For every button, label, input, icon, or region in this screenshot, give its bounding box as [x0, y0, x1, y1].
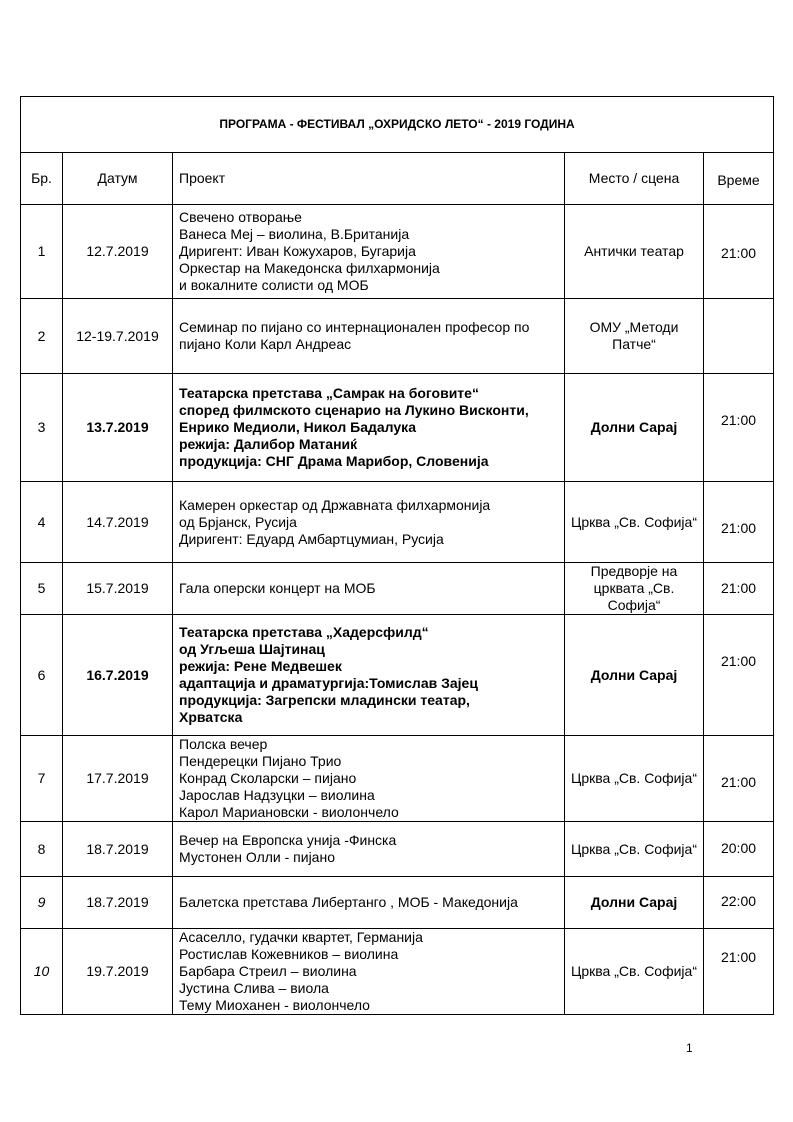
project-line: режија: Рене Медвешек — [179, 658, 342, 674]
place-line: Долни Сарај — [590, 666, 678, 683]
row-time: 21:00 — [704, 615, 774, 736]
row-date: 19.7.2019 — [63, 929, 173, 1015]
project-line: Вечер на Европска унија -Финска — [179, 832, 397, 848]
row-place — [565, 563, 704, 615]
project-line: Тему Миоханен - виолончело — [179, 997, 370, 1013]
program-document — [20, 96, 773, 1015]
row-time: 21:00 — [704, 205, 774, 299]
row-project — [173, 877, 565, 929]
project-line: Гала оперски концерт на МОБ — [179, 580, 376, 596]
project-line: Диригент: Иван Кожухаров, Бугарија — [179, 243, 416, 259]
project-line: Ванеса Меј – виолина, В.Британија — [179, 226, 410, 242]
project-line: Камерен оркестар од Државната филхармонија — [179, 496, 491, 513]
place-line: Црква „Св. Софија“ — [570, 513, 697, 530]
place-line: Црква „Св. Софија“ — [570, 770, 697, 786]
row-date: 15.7.2019 — [63, 563, 173, 615]
project-line: Енрико Медиоли, Никол Бадалука — [179, 419, 416, 435]
row-number: 6 — [21, 615, 63, 736]
project-line: Театарска претстава „Хадерсфилд“ — [179, 624, 429, 640]
table-row — [21, 877, 774, 929]
row-time: 20:00 — [704, 822, 774, 877]
place-line: ОМУ „Методи — [589, 319, 679, 335]
table-row — [21, 205, 774, 299]
project-line: Ростислав Кожевников – виолина — [179, 946, 399, 962]
project-line: Барбара Стреил – виолина — [179, 963, 357, 979]
row-date: 12-19.7.2019 — [63, 299, 173, 374]
row-time: 21:00 — [704, 929, 774, 1015]
page-number: 1 — [686, 1041, 693, 1055]
table-row — [21, 374, 774, 482]
row-time: 21:00 — [704, 482, 774, 563]
row-project — [173, 736, 565, 822]
project-line: Пендерецки Пијано Трио — [179, 753, 342, 769]
project-line: режија: Далибор Матаниќ — [179, 436, 358, 452]
row-date: 14.7.2019 — [63, 482, 173, 563]
row-place — [565, 736, 704, 822]
table-row — [21, 736, 774, 822]
project-line: продукција: Загрепски младински театар, — [179, 692, 470, 708]
row-time: 22:00 — [704, 877, 774, 929]
table-row — [21, 929, 774, 1015]
header-project: Проект — [173, 153, 565, 205]
row-time: 21:00 — [704, 736, 774, 822]
table-row — [21, 482, 774, 563]
row-project — [173, 563, 565, 615]
project-line: Свечено отворање — [179, 209, 302, 225]
row-project — [173, 205, 565, 299]
row-place — [565, 615, 704, 736]
table-row — [21, 563, 774, 615]
row-time: 21:00 — [704, 563, 774, 615]
project-line: Јарослав Надзуцки – виолина — [179, 787, 375, 803]
row-number: 9 — [21, 877, 63, 929]
project-line: Балетска претстава Либертанго , МОБ - Македонија — [179, 894, 518, 910]
row-project — [173, 822, 565, 877]
row-time: 21:00 — [704, 374, 774, 482]
row-place — [565, 822, 704, 877]
row-date: 17.7.2019 — [63, 736, 173, 822]
row-place — [565, 482, 704, 563]
row-number: 1 — [21, 205, 63, 299]
row-number: 8 — [21, 822, 63, 877]
project-line: и вокалните солисти од МОБ — [179, 277, 369, 293]
place-line: Црква „Св. Софија“ — [570, 840, 697, 857]
project-line: од Угљеша Шајтинац — [179, 641, 325, 657]
place-line: Патче“ — [612, 336, 656, 352]
row-place — [565, 877, 704, 929]
project-line: Оркестар на Македонска филхармонија — [179, 260, 440, 276]
project-line: Јустина Слива – виола — [179, 980, 329, 996]
row-number: 10 — [21, 929, 63, 1015]
row-date: 16.7.2019 — [63, 615, 173, 736]
table-row — [21, 615, 774, 736]
place-line: Црква „Св. Софија“ — [570, 963, 697, 979]
project-line: адаптација и драматургија:Томислав Зајец — [179, 675, 478, 691]
row-project — [173, 299, 565, 374]
row-date: 18.7.2019 — [63, 822, 173, 877]
row-number: 7 — [21, 736, 63, 822]
row-project — [173, 374, 565, 482]
project-line: Полска вечер — [179, 736, 268, 752]
document-title: ПРОГРАМА - ФЕСТИВАЛ „ОХРИДСКО ЛЕТО“ - 2019 ГОДИНА — [21, 97, 774, 153]
place-line: Антички театар — [584, 243, 684, 259]
place-line: Предворје на — [590, 563, 678, 579]
header-place: Место / сцена — [565, 153, 704, 205]
place-line: црквата „Св. — [593, 580, 675, 596]
place-line: Долни Сарај — [590, 419, 678, 435]
row-place — [565, 929, 704, 1015]
row-place — [565, 205, 704, 299]
row-project — [173, 929, 565, 1015]
table-row — [21, 299, 774, 374]
row-project — [173, 482, 565, 563]
project-line: продукција: СНГ Драма Марибор, Словенија — [179, 453, 489, 469]
row-place — [565, 374, 704, 482]
place-line: Софија“ — [607, 597, 661, 613]
project-line: Карол Мариановски - виолончело — [179, 804, 399, 820]
project-line: Диригент: Едуард Амбартцумиан, Русија — [179, 530, 444, 547]
table-row — [21, 822, 774, 877]
row-number: 2 — [21, 299, 63, 374]
header-date: Датум — [63, 153, 173, 205]
row-date: 12.7.2019 — [63, 205, 173, 299]
project-line: пијано Коли Карл Андреас — [179, 336, 352, 352]
row-number: 5 — [21, 563, 63, 615]
project-line: Хрватска — [179, 709, 243, 725]
project-line: од Брјанск, Русија — [179, 513, 297, 530]
row-number: 3 — [21, 374, 63, 482]
project-line: Театарска претстава „Самрак на боговите“ — [179, 385, 479, 401]
row-project — [173, 615, 565, 736]
row-number: 4 — [21, 482, 63, 563]
row-date: 13.7.2019 — [63, 374, 173, 482]
program-table — [20, 96, 774, 1015]
project-line: Конрад Сколарски – пијано — [179, 770, 357, 786]
row-place — [565, 299, 704, 374]
header-time: Време — [704, 153, 774, 205]
row-time — [704, 299, 774, 374]
project-line: Мустонен Олли - пијано — [179, 849, 335, 865]
project-line: Семинар по пијано со интернационален професор по — [179, 319, 530, 335]
row-date: 18.7.2019 — [63, 877, 173, 929]
project-line: според филмското сценарио на Лукино Висконти, — [179, 402, 529, 418]
project-line: Асаселло, гудачки квартет, Германија — [179, 929, 423, 945]
place-line: Долни Сарај — [590, 894, 678, 910]
title-row — [21, 97, 774, 153]
header-row — [21, 153, 774, 205]
header-number: Бр. — [21, 153, 63, 205]
